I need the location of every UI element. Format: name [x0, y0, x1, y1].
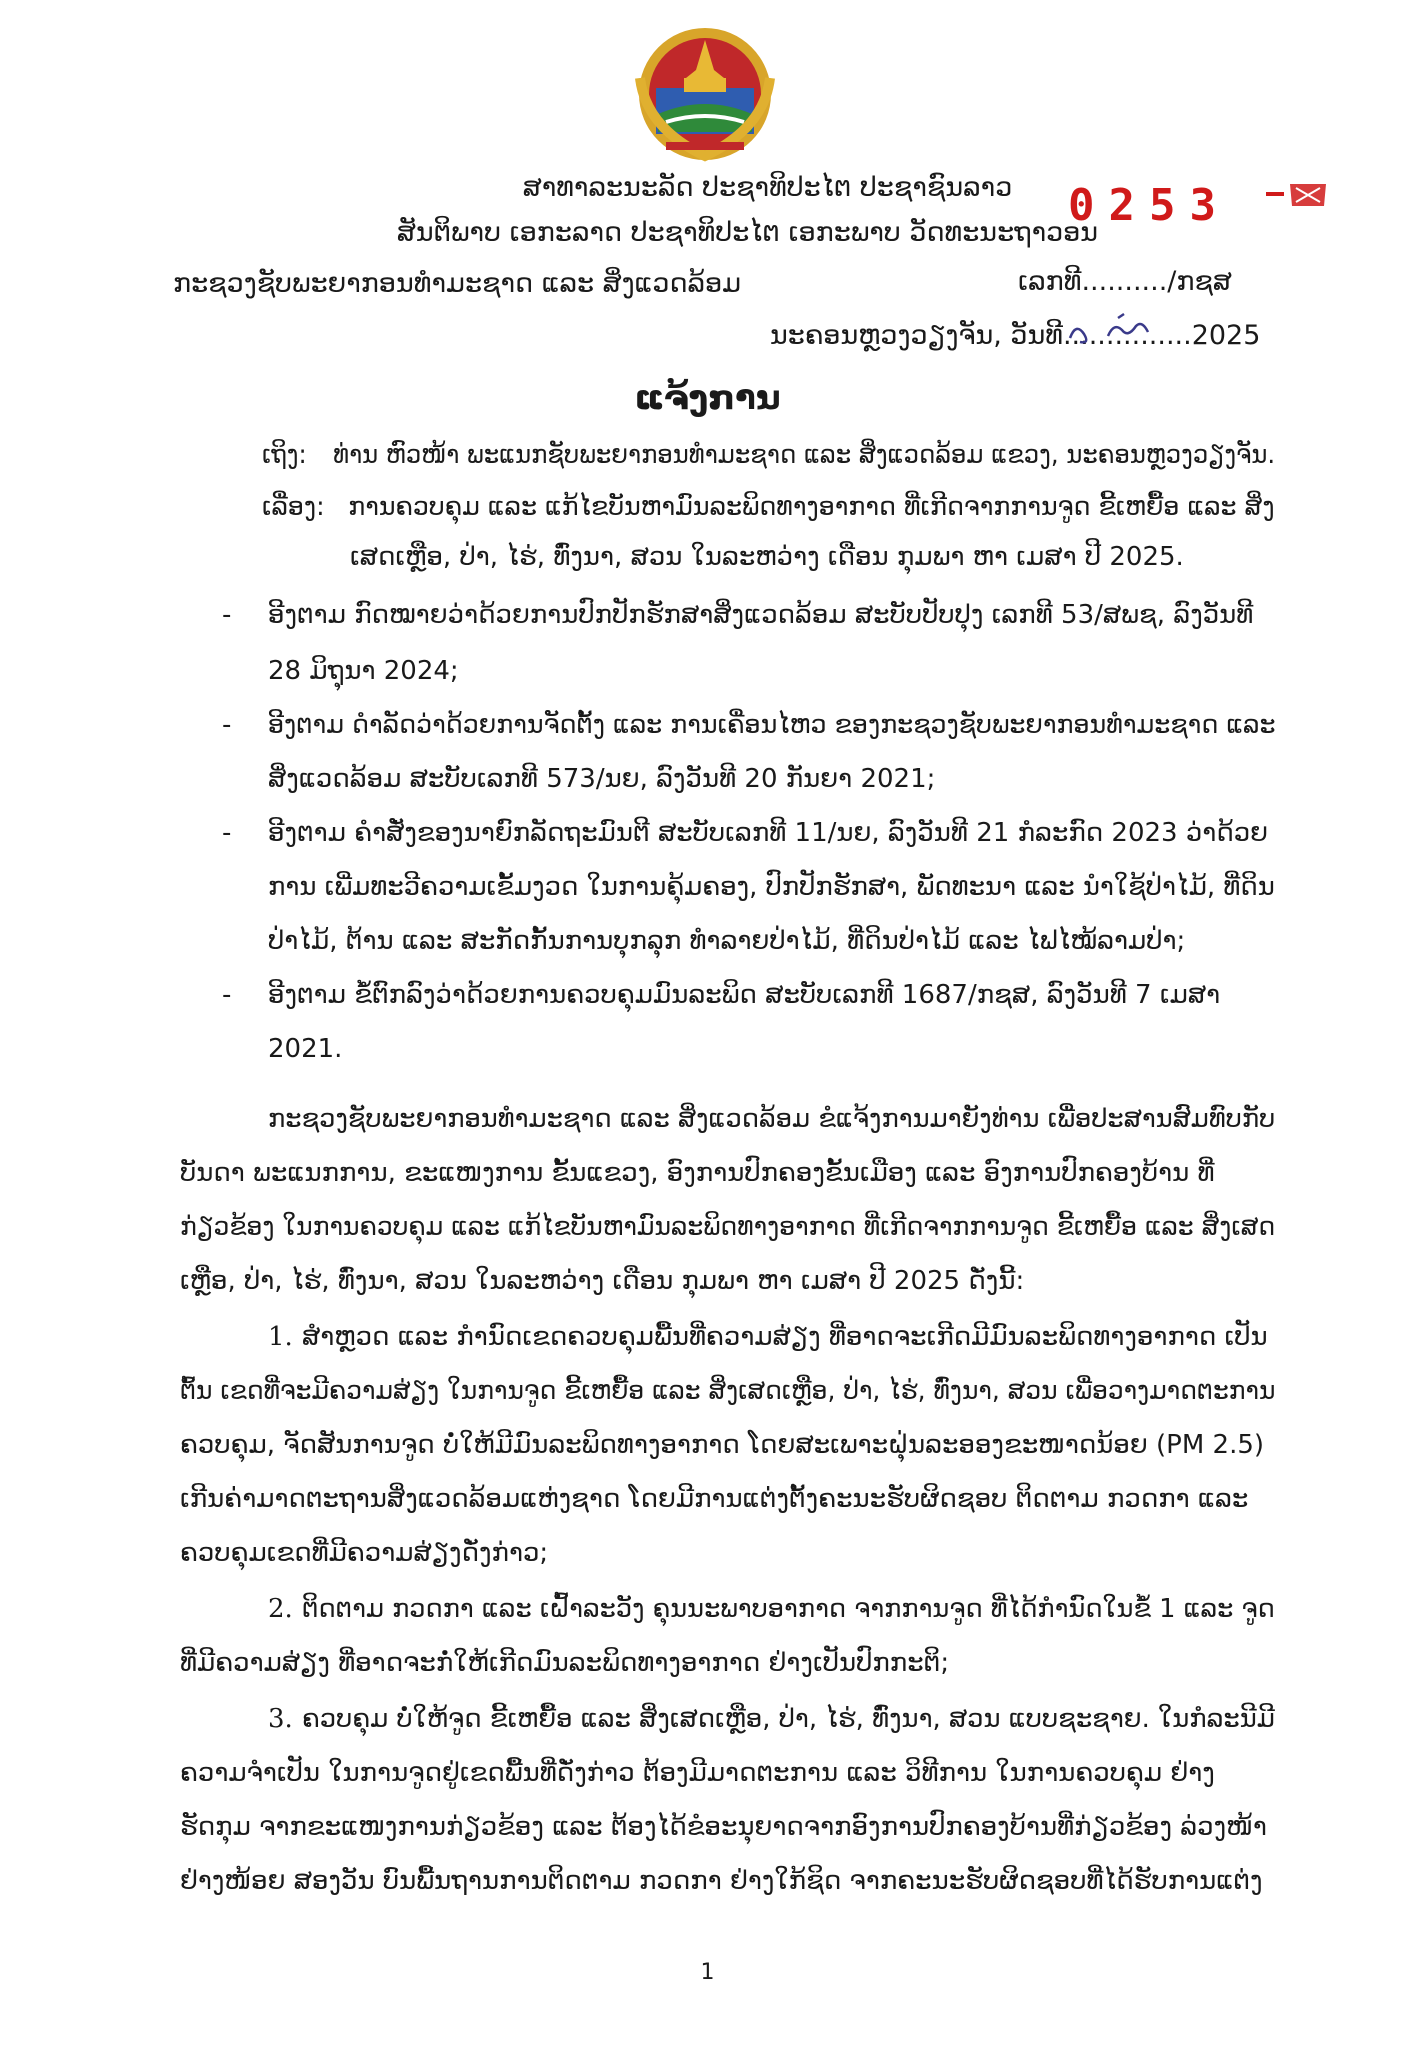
reference-4-line-1: ອີງຕາມ ຂໍ້ຕົກລົງວ່າດ້ວຍການຄວບຄຸມມົນລະພິດ ສະບັບເລກທີ 1687/ກຊສ, ລົງວັນທີ 7 ເມສາ [268, 980, 1221, 1010]
item-3-line-2: ຄວາມຈໍາເປັນ ໃນການຈູດຢູ່ເຂດພື້ນທີ່ດັ່ງກ່າວ ຕ້ອງມີມາດຕະການ ແລະ ວິທີການ ໃນການຄວບຄຸມ ຢ່າງ [180, 1758, 1215, 1788]
subject-label: ເລື່ອງ: [262, 492, 325, 522]
ministry-name: ກະຊວງຊັບພະຍາກອນທໍາມະຊາດ ແລະ ສິ່ງແວດລ້ອມ [173, 268, 742, 299]
reference-4-line-2: 2021. [268, 1034, 343, 1064]
intro-line-4: ເຫຼືອ, ປ່າ, ໄຮ່, ທົ່ງນາ, ສວນ ໃນລະຫວ່າງ ເດືອນ ກຸມພາ ຫາ ເມສາ ປີ 2025 ດັ່ງນີ້: [180, 1266, 1025, 1296]
subject-line-1 [262, 492, 1275, 522]
item-1-line-3: ຄວບຄຸມ, ຈັດສັນການຈູດ ບໍ່ໃຫ້ມີມົນລະພິດທາງອາກາດ ໂດຍສະເພາະຝຸ່ນລະອອງຂະໜາດນ້ອຍ (PM 2.5) [180, 1430, 1265, 1460]
page-number: 1 [700, 1960, 715, 1985]
intro-line-3: ກ່ຽວຂ້ອງ ໃນການຄວບຄຸມ ແລະ ແກ້ໄຂບັນຫາມົນລະພິດທາງອາກາດ ທີ່ເກີດຈາກການຈູດ ຂີ້ເຫຍື້ອ ແລະ ສິ່ງເສດ [180, 1212, 1276, 1242]
date-line: ນະຄອນຫຼວງວຽງຈັນ, ວັນທີ...............2025 [770, 320, 1261, 351]
reference-2-line-1: ອີງຕາມ ດໍາລັດວ່າດ້ວຍການຈັດຕັ້ງ ແລະ ການເຄື່ອນໄຫວ ຂອງກະຊວງຊັບພະຍາກອນທໍາມະຊາດ ແລະ [268, 710, 1276, 740]
item-1-number: 1. [268, 1322, 293, 1352]
incoming-stamp-number: 0253 [1068, 180, 1230, 231]
bullet-marker: - [222, 710, 232, 740]
intro-line-1: ກະຊວງຊັບພະຍາກອນທໍາມະຊາດ ແລະ ສິ່ງແວດລ້ອມ ຂໍແຈ້ງການມາຍັງທ່ານ ເພື່ອປະສານສົມທົບກັບ [268, 1104, 1276, 1134]
document-title: ແຈ້ງການ [634, 378, 781, 418]
subject-text-2: ເສດເຫຼືອ, ປ່າ, ໄຮ່, ທົ່ງນາ, ສວນ ໃນລະຫວ່າງ ເດືອນ ກຸມພາ ຫາ ເມສາ ປີ 2025. [350, 542, 1184, 572]
national-motto: ສັນຕິພາບ ເອກະລາດ ປະຊາທິປະໄຕ ເອກະພາບ ວັດທະນະຖາວອນ [396, 217, 1099, 248]
item-3-line-1: ຄວບຄຸມ ບໍ່ໃຫ້ຈູດ ຂີ້ເຫຍື້ອ ແລະ ສິ່ງເສດເຫຼືອ, ປ່າ, ໄຮ່, ທົ່ງນາ, ສວນ ແບບຊະຊາຍ. ໃນກໍລະນີມີ [302, 1704, 1275, 1734]
bullet-marker: - [222, 980, 232, 1010]
reference-1-line-1: ອີງຕາມ ກົດໝາຍວ່າດ້ວຍການປົກປັກຮັກສາສິ່ງແວດລ້ອມ ສະບັບປັບປຸງ ເລກທີ 53/ສພຊ, ລົງວັນທີ [268, 600, 1254, 630]
to-line [262, 440, 1275, 470]
item-2-line-2: ທີ່ມີຄວາມສ່ຽງ ທີ່ອາດຈະກໍ່ໃຫ້ເກີດມົນລະພິດທາງອາກາດ ຢ່າງເປັນປົກກະຕິ; [180, 1648, 950, 1678]
intro-line-2: ບັນດາ ພະແນກການ, ຂະແໜງການ ຂັ້ນແຂວງ, ອົງການປົກຄອງຂັ້ນເມືອງ ແລະ ອົງການປົກຄອງບ້ານ ທີ່ [180, 1158, 1215, 1188]
national-emblem-icon [606, 18, 804, 166]
red-stamp-mark [1262, 176, 1332, 212]
reference-2-line-2: ສິ່ງແວດລ້ອມ ສະບັບເລກທີ 573/ນຍ, ລົງວັນທີ 20 ກັນຍາ 2021; [268, 764, 936, 794]
item-1-line-4: ເກີນຄ່າມາດຕະຖານສິ່ງແວດລ້ອມແຫ່ງຊາດ ໂດຍມີການແຕ່ງຕັ້ງຄະນະຮັບຜິດຊອບ ຕິດຕາມ ກວດກາ ແລະ [180, 1484, 1249, 1514]
subject-text-1: ການຄວບຄຸມ ແລະ ແກ້ໄຂບັນຫາມົນລະພິດທາງອາກາດ ທີ່ເກີດຈາກການຈູດ ຂີ້ເຫຍື້ອ ແລະ ສິ່ງ [348, 492, 1275, 522]
item-2-number: 2. [268, 1594, 293, 1624]
item-1-line-1: ສໍາຫຼວດ ແລະ ກໍານົດເຂດຄວບຄຸມພື້ນທີ່ຄວາມສ່ຽງ ທີ່ອາດຈະເກີດມີມົນລະພິດທາງອາກາດ ເປັນ [302, 1322, 1268, 1352]
to-label: ເຖິງ: [262, 440, 307, 470]
reference-3-line-3: ປ່າໄມ້, ຕ້ານ ແລະ ສະກັດກັ້ນການບຸກລຸກ ທໍາລາຍປ່າໄມ້, ທີ່ດິນປ່າໄມ້ ແລະ ໄຟໄໝ້ລາມປ່າ; [268, 926, 1186, 956]
item-2-line-1: ຕິດຕາມ ກວດກາ ແລະ ເຝົ້າລະວັງ ຄຸນນະພາບອາກາດ ຈາກການຈູດ ທີ່ໄດ້ກໍານົດໃນຂໍ້ 1 ແລະ ຈູດ [302, 1594, 1275, 1624]
item-3-line-4: ຢ່າງໜ້ອຍ ສອງວັນ ບົນພື້ນຖານການຕິດຕາມ ກວດກາ ຢ່າງໃກ້ຊິດ ຈາກຄະນະຮັບຜິດຊອບທີ່ໄດ້ຮັບການແຕ່ງ [180, 1866, 1263, 1896]
handwritten-date-mark [1062, 312, 1172, 352]
country-name: ສາທາລະນະລັດ ປະຊາທິປະໄຕ ປະຊາຊົນລາວ [522, 172, 1013, 203]
bullet-marker: - [222, 600, 232, 630]
to-text: ທ່ານ ຫົວໜ້າ ພະແນກຊັບພະຍາກອນທໍາມະຊາດ ແລະ ສິ່ງແວດລ້ອມ ແຂວງ, ນະຄອນຫຼວງວຽງຈັນ. [333, 440, 1276, 470]
reference-number: ເລກທີ........../ກຊສ [1018, 266, 1232, 297]
item-1-line-5: ຄວບຄຸມເຂດທີ່ມີຄວາມສ່ຽງດັ່ງກ່າວ; [180, 1538, 549, 1568]
item-3-line-3: ຮັດກຸມ ຈາກຂະແໜງການກ່ຽວຂ້ອງ ແລະ ຕ້ອງໄດ້ຂໍອະນຸຍາດຈາກອົງການປົກຄອງບ້ານທີ່ກ່ຽວຂ້ອງ ລ່ວງໜ້າ [180, 1812, 1267, 1842]
reference-3-line-2: ການ ເພີ່ມທະວີຄວາມເຂັ້ມງວດ ໃນການຄຸ້ມຄອງ, ປົກປັກຮັກສາ, ພັດທະນາ ແລະ ນໍາໃຊ້ປ່າໄມ້, ທີ່ດິນ [268, 872, 1275, 902]
item-3-number: 3. [268, 1704, 293, 1734]
reference-3-line-1: ອີງຕາມ ຄໍາສັ່ງຂອງນາຍົກລັດຖະມົນຕີ ສະບັບເລກທີ 11/ນຍ, ລົງວັນທີ 21 ກໍລະກົດ 2023 ວ່າດ້ວຍ [268, 818, 1269, 848]
bullet-marker: - [222, 818, 232, 848]
reference-1-line-2: 28 ມິຖຸນາ 2024; [268, 656, 459, 686]
item-1-line-2: ຕົ້ນ ເຂດທີ່ຈະມີຄວາມສ່ຽງ ໃນການຈູດ ຂີ້ເຫຍື້ອ ແລະ ສິ່ງເສດເຫຼືອ, ປ່າ, ໄຮ່, ທົ່ງນາ, ສວນ ເພື່ອວາງມາດຕະການ [180, 1376, 1276, 1406]
